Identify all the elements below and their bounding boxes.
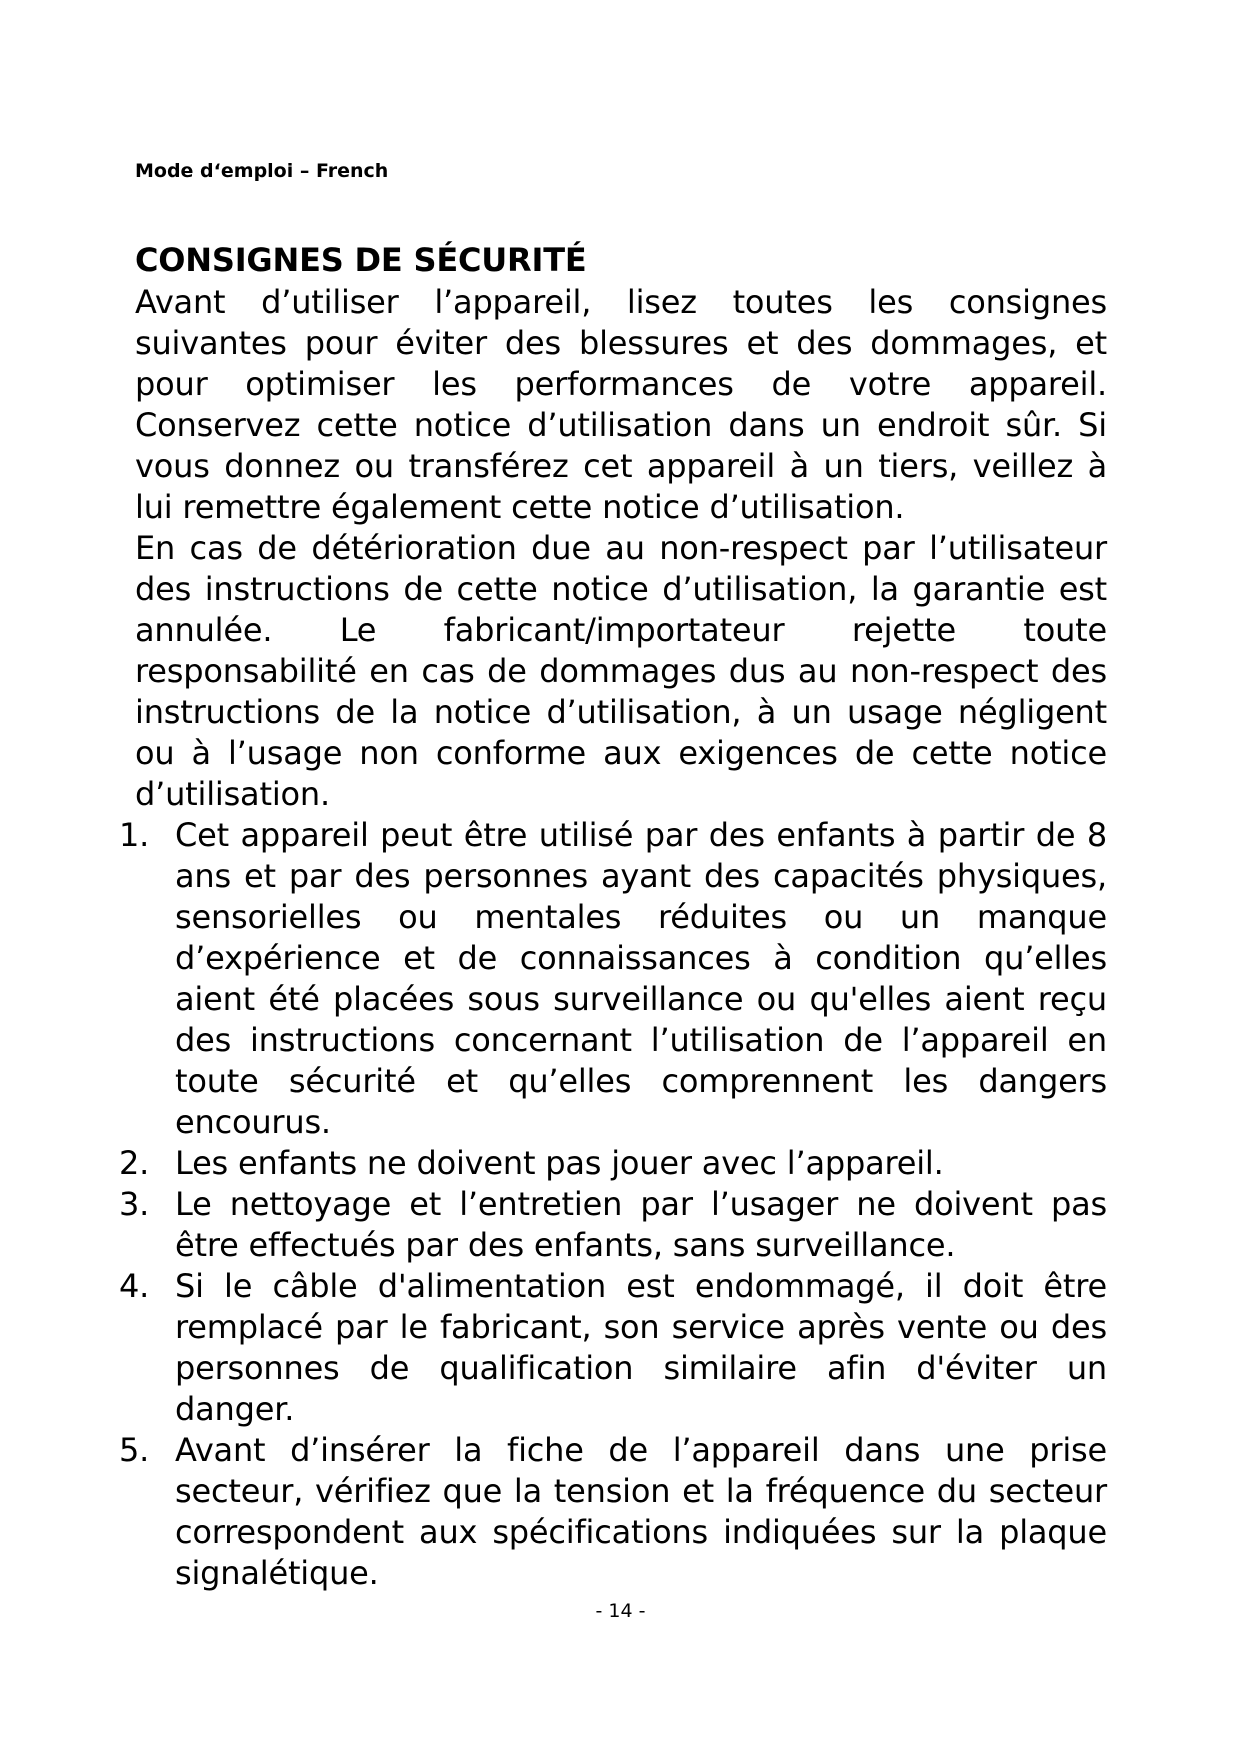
list-item [119,1143,1107,1184]
list-item-number: 4. [119,1267,150,1305]
intro-paragraph: Avant d’utiliser l’appareil, lisez toutes les consignes suivantes pour éviter des blessures et des dommages, et pour optimiser les performances de votre appareil. Conservez cette notice d’utilisation dans un endroit sûr. Si vous donnez ou transférez cet appareil à un tiers, veillez à lui remettre également cette notice d’utilisation. [135,283,1107,526]
list-item-number: 1. [119,816,150,854]
list-item-text: Le nettoyage et l’entretien par l’usager ne doivent pas être effectués par des enfants, sans surveillance. [175,1185,1107,1264]
list-item [119,1184,1107,1266]
safety-rules-list [119,815,1107,1594]
list-item-text: Les enfants ne doivent pas jouer avec l’appareil. [175,1144,944,1182]
document-header-label: Mode d‘emploi – French [135,160,389,182]
section-title: CONSIGNES DE SÉCURITÉ [135,241,587,279]
safety-section [119,238,1107,1594]
list-item-number: 3. [119,1185,150,1223]
list-item-text: Cet appareil peut être utilisé par des enfants à partir de 8 ans et par des personnes ayant des capacités physiques, sensorielles ou mentales réduites ou un manque d’expérience et de connaissances à condition qu’elles aient été placées sous surveillance ou qu'elles aient reçu des instructions concernant l’utilisation de l’appareil en toute sécurité et qu’elles comprennent les dangers encourus. [175,816,1107,1141]
warranty-paragraph: En cas de détérioration due au non-respect par l’utilisateur des instructions de cette notice d’utilisation, la garantie est annulée. Le fabricant/importateur rejette toute responsabilité en cas de dommages dus au non-respect des instructions de la notice d’utilisation, à un usage négligent ou à l’usage non conforme aux exigences de cette notice d’utilisation. [135,529,1107,813]
list-item-text: Avant d’insérer la fiche de l’appareil dans une prise secteur, vérifiez que la tension et la fréquence du secteur correspondent aux spécifications indiquées sur la plaque signalétique. [175,1431,1107,1592]
list-item-number: 2. [119,1144,150,1182]
list-item-text: Si le câble d'alimentation est endommagé, il doit être remplacé par le fabricant, son service après vente ou des personnes de qualification similaire afin d'éviter un danger. [175,1267,1107,1428]
list-item-number: 5. [119,1431,150,1469]
list-item [119,1266,1107,1430]
list-item [119,815,1107,1143]
page-number: - 14 - [595,1600,646,1622]
list-item [119,1430,1107,1594]
